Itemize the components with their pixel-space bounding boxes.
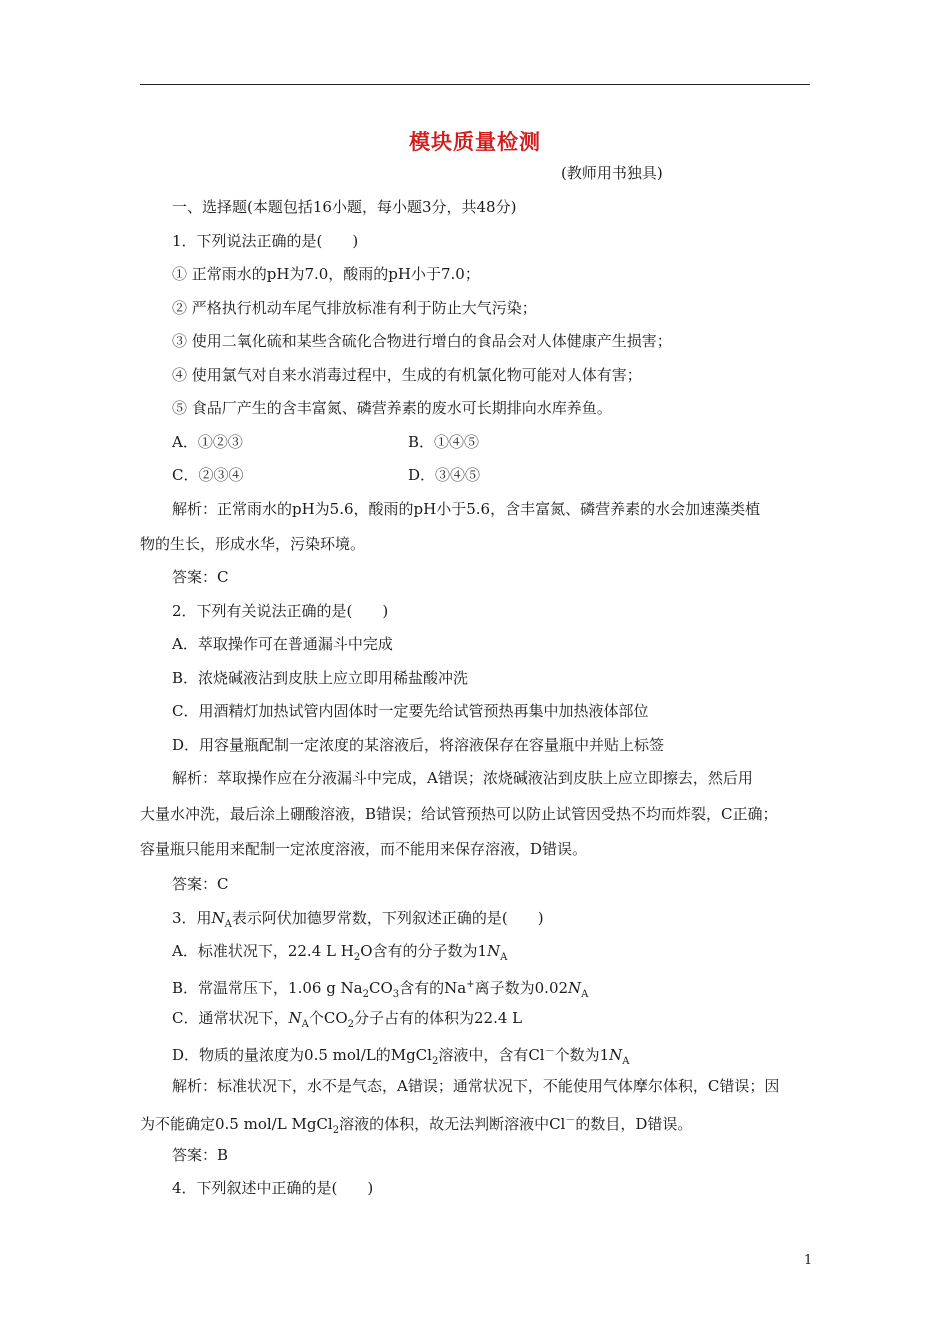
q3-option-c: C．通常状况下，$N_A$个$CO_2$分子占有的体积为22.4 L	[172, 1009, 523, 1030]
page-number: 1	[804, 1253, 813, 1268]
q1-statement-1: ① 正常雨水的pH为7.0，酸雨的pH小于7.0；	[172, 265, 480, 283]
q2-explanation-line-3: 容量瓶只能用来配制一定浓度溶液，而不能用来保存溶液，D错误。	[140, 840, 588, 858]
q1-option-d: D．③④⑤	[408, 466, 481, 484]
page-subtitle: (教师用书独具)	[561, 164, 663, 182]
q2-answer: 答案：C	[172, 875, 229, 893]
q3-stem: 3．用$N_A$表示阿伏加德罗常数，下列叙述正确的是( )	[172, 909, 544, 930]
q1-answer: 答案：C	[172, 568, 229, 586]
q3-option-b: B．常温常压下，1.06 g $Na_2CO_3$含有的Na+离子数为$0.02N_A$	[172, 979, 589, 1000]
section-heading: 一、选择题(本题包括16小题，每小题3分，共48分)	[172, 198, 517, 216]
q3-answer: 答案：B	[172, 1146, 229, 1164]
q2-option-c: C．用酒精灯加热试管内固体时一定要先给试管预热再集中加热液体部位	[172, 702, 649, 720]
q2-explanation-line-2: 大量水冲洗，最后涂上硼酸溶液，B错误；给试管预热可以防止试管因受热不均而炸裂，C正确；	[140, 805, 778, 823]
q3-option-d: D．物质的量浓度为0.5 mol/L的MgCl$_2$溶液中，含有Cl－个数为$1N_A$	[172, 1046, 630, 1067]
q4-stem: 4．下列叙述中正确的是( )	[172, 1179, 374, 1197]
q1-statement-3: ③ 使用二氧化硫和某些含硫化合物进行增白的食品会对人体健康产生损害；	[172, 332, 672, 350]
q1-option-c: C．②③④	[172, 466, 244, 484]
q2-stem: 2．下列有关说法正确的是( )	[172, 602, 389, 620]
q2-option-a: A．萃取操作可在普通漏斗中完成	[172, 635, 393, 653]
q2-explanation-line-1: 解析：萃取操作应在分液漏斗中完成，A错误；浓烧碱液沾到皮肤上应立即擦去，然后用	[172, 769, 753, 787]
q1-statement-5: ⑤ 食品厂产生的含丰富氮、磷营养素的废水可长期排向水库养鱼。	[172, 399, 612, 417]
q3-explanation-line-2: 为不能确定0.5 mol/L MgCl$_2$溶液的体积，故无法判断溶液中Cl－的数目，D错误。	[140, 1115, 693, 1136]
q1-explanation-line-2: 物的生长，形成水华，污染环境。	[140, 535, 366, 553]
q1-option-b: B．①④⑤	[408, 433, 480, 451]
q1-statement-4: ④ 使用氯气对自来水消毒过程中，生成的有机氯化物可能对人体有害；	[172, 366, 642, 384]
q1-stem: 1．下列说法正确的是( )	[172, 232, 359, 250]
page-title: 模块质量检测	[409, 129, 541, 154]
q3-option-a: A．标准状况下，22.4 L $H_2O$含有的分子数为$1N_A$	[172, 942, 508, 963]
q1-statement-2: ② 严格执行机动车尾气排放标准有利于防止大气污染；	[172, 299, 537, 317]
q1-explanation-line-1: 解析：正常雨水的pH为5.6，酸雨的pH小于5.6，含丰富氮、磷营养素的水会加速藻类植	[172, 500, 761, 518]
header-rule	[140, 84, 810, 85]
q2-option-b: B．浓烧碱液沾到皮肤上应立即用稀盐酸冲洗	[172, 669, 469, 687]
q3-explanation-line-1: 解析：标准状况下，水不是气态，A错误；通常状况下，不能使用气体摩尔体积，C错误；因	[172, 1077, 780, 1095]
q1-option-a: A．①②③	[172, 433, 243, 451]
q2-option-d: D．用容量瓶配制一定浓度的某溶液后，将溶液保存在容量瓶中并贴上标签	[172, 736, 665, 754]
